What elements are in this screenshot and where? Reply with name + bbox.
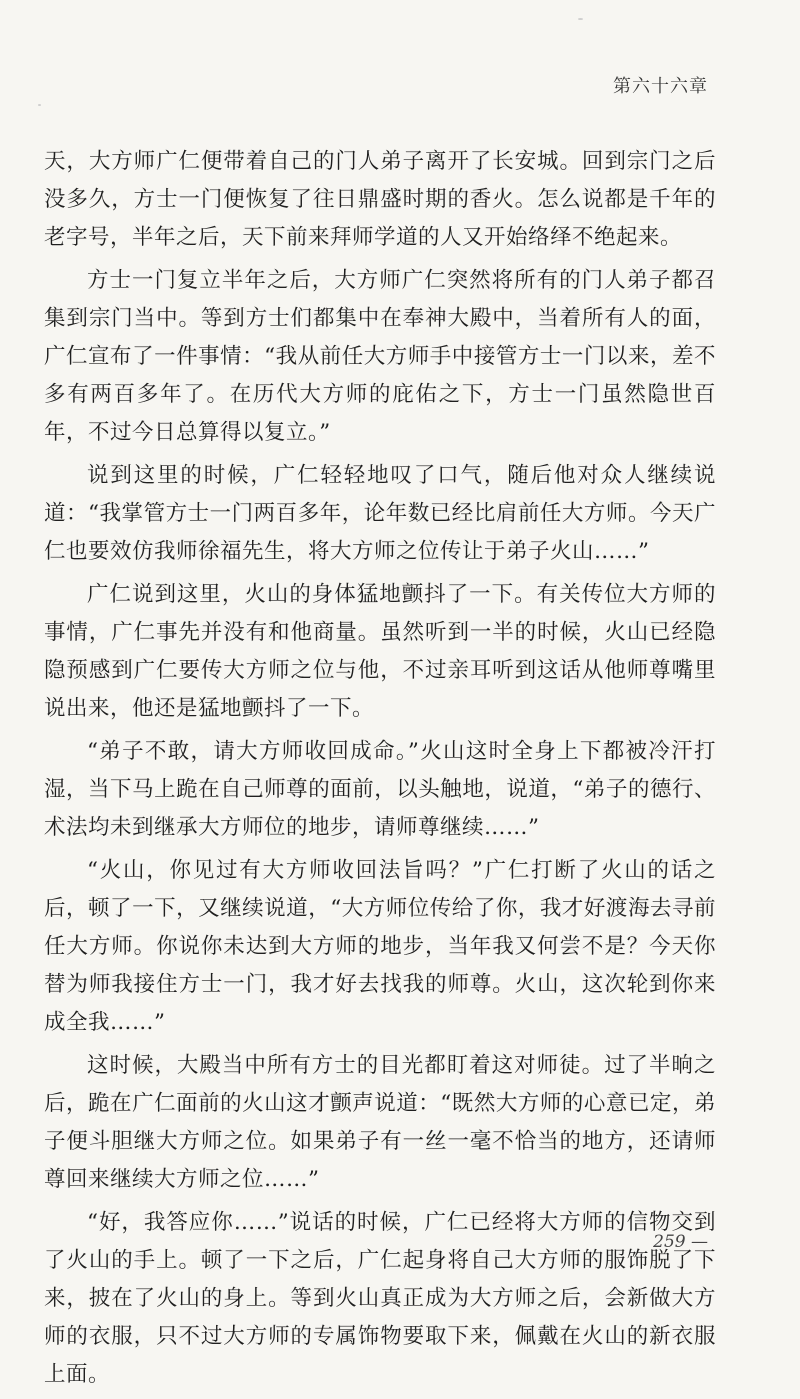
paragraph: 方士一门复立半年之后，大方师广仁突然将所有的门人弟子都召集到宗门当中。等到方士们都集中在奉神大殿中，当着所有人的面，广仁宣布了一件事情：“我从前任大方师手中接管方士一门以来，差不多有两百多年了。在历代大方师的庇佑之下，方士一门虽然隐世百年，不过今日总算得以复立。”: [44, 268, 716, 445]
chapter-header: 第六十六章: [613, 76, 708, 97]
scan-speck: [578, 18, 583, 20]
paragraph: 这时候，大殿当中所有方士的目光都盯着这对师徒。过了半晌之后，跪在广仁面前的火山这才颤声说道：“既然大方师的心意已定，弟子便斗胆继大方师之位。如果弟子有一丝一毫不恰当的地方，还请师尊回来继续大方师之位……”: [44, 1053, 716, 1192]
paragraph: “火山，你见过有大方师收回法旨吗？”广仁打断了火山的话之后，顿了一下，又继续说道，“大方师位传给了你，我才好渡海去寻前任大方师。你说你未达到大方师的地步，当年我又何尝不是？今天你替为师我接住方士一门，我才好去找我的师尊。火山，这次轮到你来成全我……”: [44, 858, 716, 1035]
paragraph: 广仁说到这里，火山的身体猛地颤抖了一下。有关传位大方师的事情，广仁事先并没有和他商量。虽然听到一半的时候，火山已经隐隐预感到广仁要传大方师之位与他，不过亲耳听到这话从他师尊嘴里说出来，他还是猛地颤抖了一下。: [44, 582, 716, 721]
paragraph: “弟子不敢，请大方师收回成命。”火山这时全身上下都被冷汗打湿，当下马上跪在自己师尊的面前，以头触地，说道，“弟子的德行、术法均未到继承大方师位的地步，请师尊继续……”: [44, 739, 716, 840]
page-number: 259 —: [653, 1232, 708, 1252]
body-text: [44, 143, 716, 1399]
paragraph: 说到这里的时候，广仁轻轻地叹了口气，随后他对众人继续说道：“我掌管方士一门两百多年，论年数已经比肩前任大方师。今天广仁也要效仿我师徐福先生，将大方师之位传让于弟子火山……”: [44, 463, 716, 564]
scan-speck: [38, 104, 41, 106]
paragraph: 天，大方师广仁便带着自己的门人弟子离开了长安城。回到宗门之后没多久，方士一门便恢复了往日鼎盛时期的香火。怎么说都是千年的老字号，半年之后，天下前来拜师学道的人又开始络绎不绝起来。: [44, 149, 716, 250]
paragraph: “好，我答应你……”说话的时候，广仁已经将大方师的信物交到了火山的手上。顿了一下之后，广仁起身将自己大方师的服饰脱了下来，披在了火山的身上。等到火山真正成为大方师之后，会新做大方师的衣服，只不过大方师的专属饰物要取下来，佩戴在火山的新衣服上面。: [44, 1210, 716, 1387]
